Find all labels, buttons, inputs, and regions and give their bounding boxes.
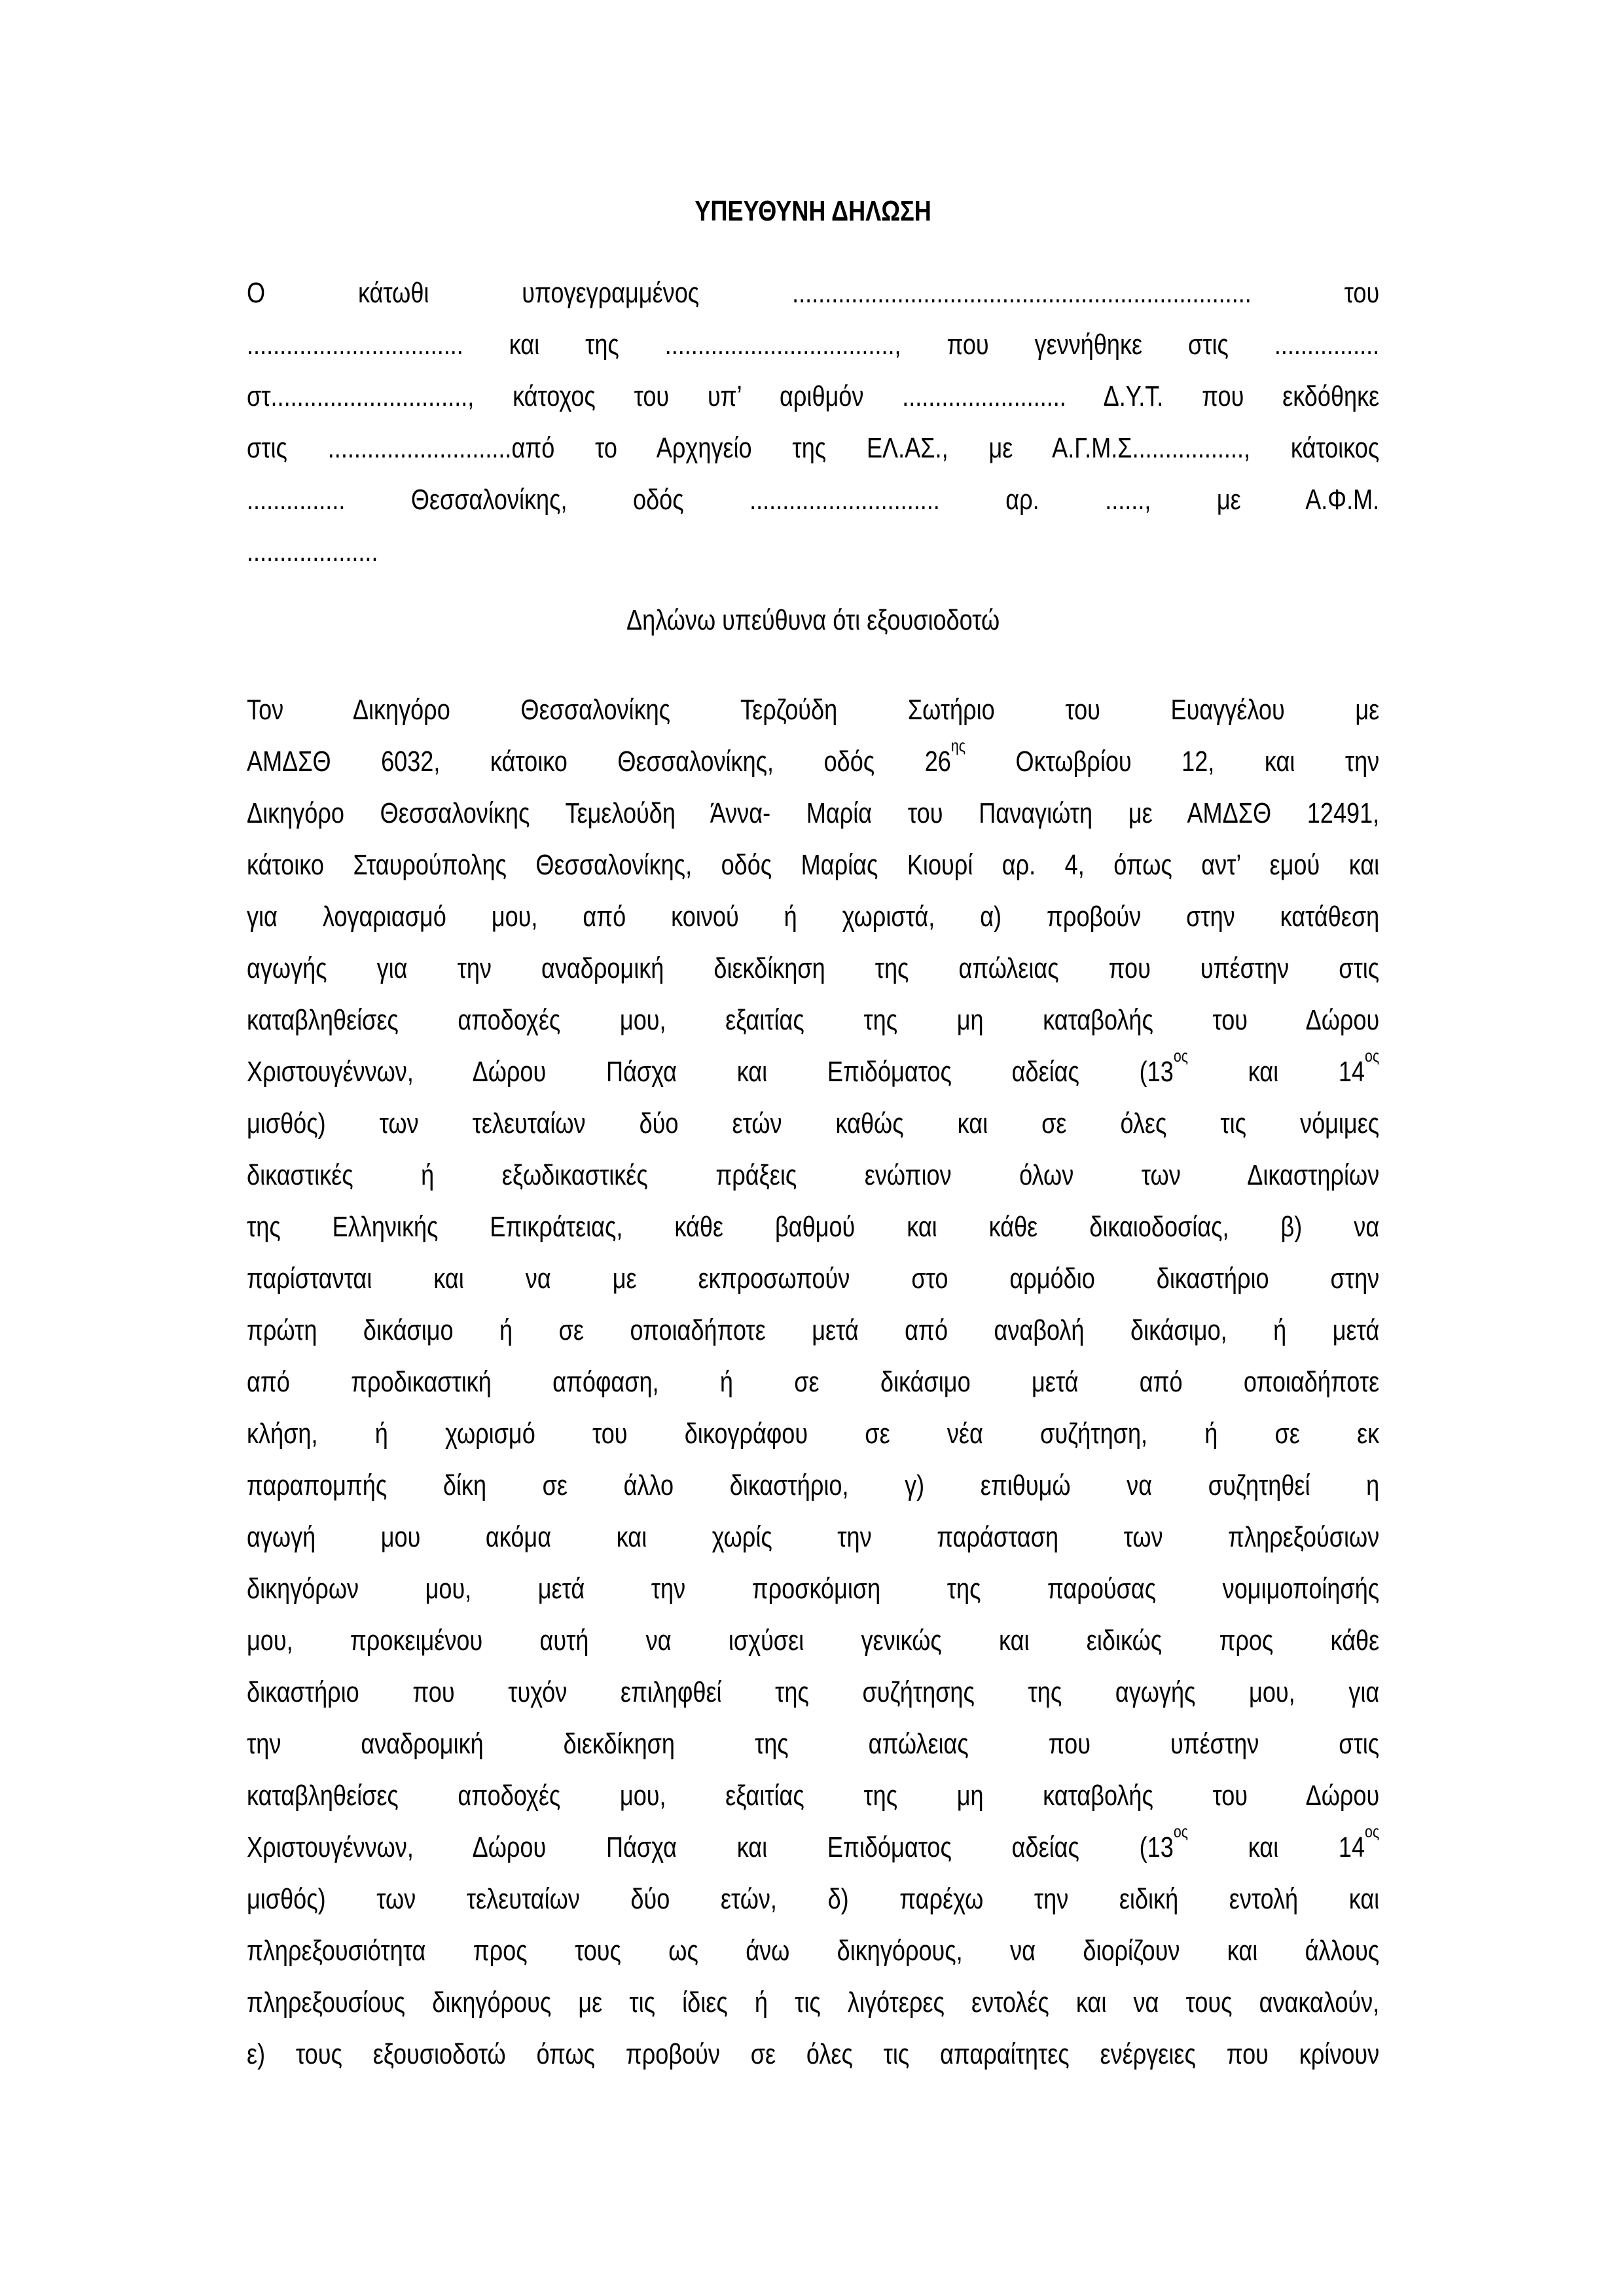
text-line: για λογαριασμό μου, από κοινού ή χωριστά, α) προβούν στην κατάθεση — [247, 901, 1380, 933]
intro-paragraph — [247, 267, 1379, 577]
text-line: καταβληθείσες αποδοχές μου, εξαιτίας της μη καταβολής του Δώρου — [247, 1780, 1380, 1812]
ordinal-superscript: ος — [1173, 1821, 1188, 1842]
text-line: παραπομπής δίκη σε άλλο δικαστήριο, γ) επιθυμώ να συζητηθεί η — [247, 1469, 1380, 1501]
text-line: ............... Θεσσαλονίκης, οδός ............................. αρ. ......, με Α.Φ.Μ. — [247, 484, 1380, 516]
text-line: κλήση, ή χωρισμό του δικογράφου σε νέα συζήτηση, ή σε εκ — [247, 1418, 1380, 1450]
text-line: Χριστουγέννων, Δώρου Πάσχα και Επιδόματος αδείας ($13^{o\varsigma}$ και $14^{o\varsigma}$ — [247, 1046, 1380, 1088]
text-line: καταβληθείσες αποδοχές μου, εξαιτίας της μη καταβολής του Δώρου — [247, 1004, 1380, 1036]
text-line: από προδικαστική απόφαση, ή σε δικάσιμο μετά από οποιαδήποτε — [247, 1366, 1380, 1398]
text-line: πρώτη δικάσιμο ή σε οποιαδήποτε μετά από αναβολή δικάσιμο, ή μετά — [247, 1314, 1380, 1346]
text-line: Ο κάτωθι υπογεγραμμένος ...................................................................... του — [247, 277, 1380, 309]
text-line: της Ελληνικής Επικράτειας, κάθε βαθμού και κάθε δικαιοδοσίας, β) να — [247, 1211, 1380, 1243]
document-title: ΥΠΕΥΘΥΝΗ ΔΗΛΩΣΗ — [695, 195, 931, 227]
text-line: πληρεξουσίους δικηγόρους με τις ίδιες ή τις λιγότερες εντολές και να τους ανακαλούν, — [247, 1986, 1380, 2018]
text-line: μισθός) των τελευταίων δύο ετών καθώς και σε όλες τις νόμιμες — [247, 1107, 1380, 1139]
text-line: δικηγόρων μου, μετά την προσκόμιση της παρούσας νομιμοποίησής — [247, 1573, 1380, 1605]
text-line: Χριστουγέννων, Δώρου Πάσχα και Επιδόματος αδείας ($13^{o\varsigma}$ και $14^{o\varsigma}$ — [247, 1821, 1380, 1863]
text-line: κάτοικο Σταυρούπολης Θεσσαλονίκης, οδός Μαρίας Κιουρί αρ. 4, όπως αντ’ εμού και — [247, 849, 1380, 881]
text-line: Τον Δικηγόρο Θεσσαλονίκης Τερζούδη Σωτήριο του Ευαγγέλου με — [247, 694, 1380, 726]
text-line: αγωγής για την αναδρομική διεκδίκηση της απώλειας που υπέστην στις — [247, 952, 1380, 984]
text-line: μισθός) των τελευταίων δύο ετών, δ) παρέχω την ειδική εντολή και — [247, 1883, 1380, 1915]
text-column — [247, 0, 1379, 2296]
text-line: ΑΜΔΣΘ 6032, κάτοικο Θεσσαλονίκης, οδός $26^{\eta\varsigma}$ Οκτωβρίου 12, και την — [247, 736, 1380, 778]
authorization-paragraph — [247, 684, 1379, 2080]
ordinal-superscript: ης — [950, 736, 966, 756]
text-line: δικαστικές ή εξωδικαστικές πράξεις ενώπιον όλων των Δικαστηρίων — [247, 1159, 1380, 1191]
text-line: ................................. και της ..................................., που γεννήθηκε στις ................ — [247, 329, 1380, 361]
text-line: πληρεξουσιότητα προς τους ως άνω δικηγόρους, να διορίζουν και άλλους — [247, 1935, 1380, 1967]
ordinal-superscript: ος — [1365, 1821, 1380, 1842]
text-line: .................... — [247, 535, 378, 567]
text-line: Δικηγόρο Θεσσαλονίκης Τεμελούδη Άννα- Μαρία του Παναγιώτη με ΑΜΔΣΘ 12491, — [247, 797, 1380, 829]
text-line: στ.............................., κάτοχος του υπ’ αριθμόν ......................... Δ.Υ.Τ. που εκδόθηκε — [247, 380, 1380, 412]
ordinal-superscript: ος — [1365, 1046, 1380, 1066]
text-line: δικαστήριο που τυχόν επιληφθεί της συζήτησης της αγωγής μου, για — [247, 1676, 1380, 1708]
text-line: αγωγή μου ακόμα και χωρίς την παράσταση των πληρεξούσιων — [247, 1521, 1380, 1553]
text-line: παρίστανται και να με εκπροσωπούν στο αρμόδιο δικαστήριο στην — [247, 1263, 1380, 1295]
ordinal-superscript: ος — [1173, 1046, 1188, 1066]
text-line: στις ............................από το Αρχηγείο της ΕΛ.ΑΣ., με Α.Γ.Μ.Σ................., κάτοικος — [247, 432, 1380, 464]
text-line: ε) τους εξουσιοδοτώ όπως προβούν σε όλες τις απαραίτητες ενέργειες που κρίνουν — [247, 2038, 1380, 2070]
text-line: την αναδρομική διεκδίκηση της απώλειας που υπέστην στις — [247, 1728, 1380, 1760]
declaration-subheading: Δηλώνω υπεύθυνα ότι εξουσιοδοτώ — [626, 604, 1000, 636]
text-line: μου, προκειμένου αυτή να ισχύσει γενικώς και ειδικώς προς κάθε — [247, 1624, 1380, 1657]
